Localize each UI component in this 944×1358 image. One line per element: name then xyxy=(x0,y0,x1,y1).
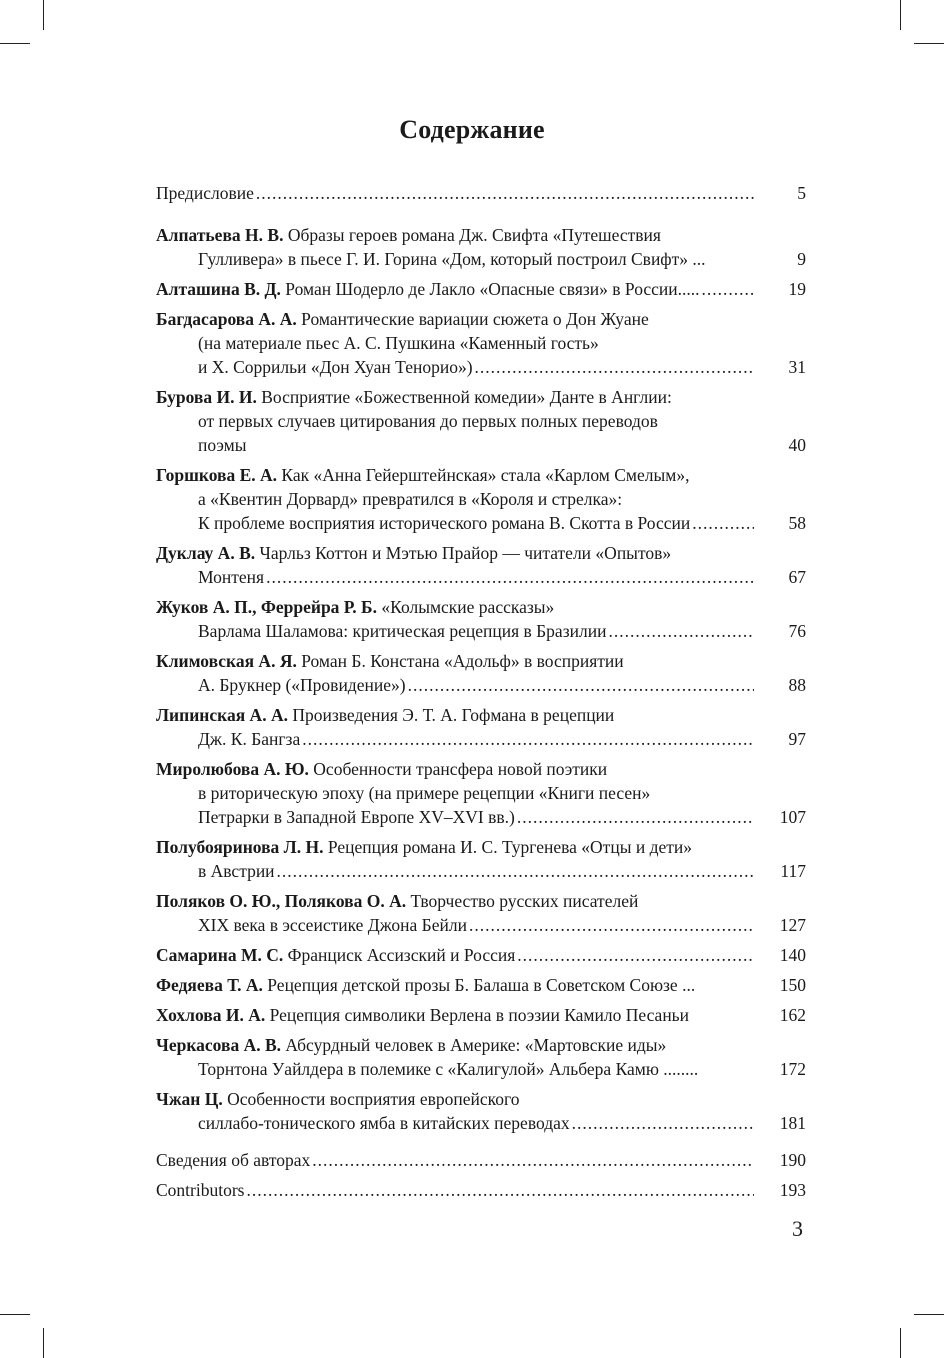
toc-entry-title-line: Торнтона Уайлдера в полемике с «Калигулой» Альбера Камю ........ xyxy=(198,1059,699,1079)
toc-entry-title-line: Франциск Ассизский и Россия xyxy=(283,945,516,965)
toc-entry-title-line: Восприятие «Божественной комедии» Данте в Англии: xyxy=(256,387,672,407)
toc-entry-title-line: Образы героев романа Дж. Свифта «Путешествия xyxy=(283,225,661,245)
toc-entry[interactable] xyxy=(156,541,806,589)
toc-entry-title-line: Дж. К. Бангза xyxy=(198,729,301,749)
toc-entry-text xyxy=(198,859,275,883)
dot-leader xyxy=(517,943,754,967)
toc-entry-text xyxy=(156,837,692,857)
toc-entry-page: 181 xyxy=(779,1113,806,1133)
toc-entry-title-line: Предисловие xyxy=(156,183,254,203)
toc-entry-text xyxy=(156,1003,689,1027)
crop-mark xyxy=(914,1314,944,1315)
crop-mark xyxy=(0,43,30,44)
toc-entry-text xyxy=(156,1148,310,1172)
page-title: Содержание xyxy=(399,115,545,144)
toc-entry-page: 117 xyxy=(780,861,806,881)
toc-entry-author: Поляков О. Ю., Полякова О. А. xyxy=(156,891,407,911)
toc-entry-author: Бурова И. И. xyxy=(156,387,257,407)
toc-entry-text xyxy=(156,651,624,671)
toc-entry-title-line: Варлама Шаламова: критическая рецепция в Бразилии xyxy=(198,621,607,641)
toc-entry-author: Черкасова А. В. xyxy=(156,1035,282,1055)
toc-entry-title-line: Рецепция детской прозы Б. Балаша в Советском Союзе ... xyxy=(262,975,696,995)
crop-mark xyxy=(43,1328,44,1358)
toc-entry-page: 193 xyxy=(779,1180,806,1200)
toc-entry-page: 190 xyxy=(779,1150,806,1170)
toc-entry[interactable] xyxy=(156,1003,806,1027)
toc-entry-text xyxy=(156,225,661,245)
toc-entry-title-line: Сведения об авторах xyxy=(156,1150,311,1170)
toc-entry-text xyxy=(198,355,473,379)
toc-entry-title-line: Как «Анна Гейерштейнская» стала «Карлом Смелым», xyxy=(277,465,690,485)
toc-entry-title-line: Абсурдный человек в Америке: «Мартовские иды» xyxy=(281,1035,667,1055)
dot-leader xyxy=(475,355,754,379)
toc-entry-page: 76 xyxy=(788,621,806,641)
toc-entry-author: Чжан Ц. xyxy=(156,1089,223,1109)
toc-entry-text xyxy=(156,387,672,407)
toc-entry-author: Самарина М. С. xyxy=(156,945,284,965)
toc-entry-text xyxy=(156,309,649,329)
toc-entry-text xyxy=(198,783,650,803)
toc-entry-title-line: «Колымские рассказы» xyxy=(377,597,555,617)
toc-entry-author: Федяева Т. А. xyxy=(156,975,263,995)
dot-leader xyxy=(256,181,754,205)
toc-entry-author: Багдасарова А. А. xyxy=(156,309,297,329)
toc-entry-title-line: К проблеме восприятия исторического романа В. Скотта в России xyxy=(198,513,691,533)
toc-entry-text xyxy=(198,565,264,589)
toc-entry-page: 107 xyxy=(779,807,806,827)
crop-mark xyxy=(900,1328,901,1358)
toc-entry-author: Алташина В. Д. xyxy=(156,279,281,299)
toc-entry-author: Липинская А. А. xyxy=(156,705,288,725)
toc-entry-title-line: и Х. Соррильи «Дон Хуан Тенорио») xyxy=(198,357,473,377)
toc-entry-title-line: в Австрии xyxy=(198,861,275,881)
toc-entry-text xyxy=(156,1035,666,1055)
toc-entry-text xyxy=(198,411,658,431)
toc-entry[interactable] xyxy=(156,1087,806,1135)
toc-entry-text xyxy=(198,619,606,643)
toc-entry[interactable] xyxy=(156,463,806,535)
toc-entry-author: Полубояринова Л. Н. xyxy=(156,837,324,857)
toc-entry-text xyxy=(198,673,406,697)
dot-leader xyxy=(572,1111,754,1135)
toc-entry-text xyxy=(198,511,690,535)
toc-entry-page: 40 xyxy=(788,435,806,455)
toc-entry-title-line: Петрарки в Западной Европе XV–XVI вв.) xyxy=(198,807,515,827)
toc-entry-title-line: Особенности восприятия европейского xyxy=(222,1089,520,1109)
toc-entry-text xyxy=(156,759,607,779)
toc-entry[interactable] xyxy=(156,835,806,883)
toc-entry[interactable] xyxy=(156,703,806,751)
toc-entry-page: 140 xyxy=(779,945,806,965)
toc-entry-page: 172 xyxy=(779,1059,806,1079)
toc-entry-text xyxy=(156,277,700,301)
toc-entry-text xyxy=(156,543,671,563)
toc-entry[interactable] xyxy=(156,307,806,379)
toc-entry-text xyxy=(198,333,599,353)
dot-leader xyxy=(312,1148,754,1172)
toc-entry[interactable] xyxy=(156,973,806,997)
toc-entry-text xyxy=(198,727,300,751)
toc-entry-page: 162 xyxy=(779,1005,806,1025)
toc-entry-text xyxy=(156,597,554,617)
toc-entry-text xyxy=(156,181,254,205)
crop-mark xyxy=(0,1314,30,1315)
toc-entry-title-line: Рецепция символики Верлена в поэзии Камило Песаньи xyxy=(265,1005,690,1025)
toc-entry[interactable] xyxy=(156,223,806,271)
toc-entry-title-line: Особенности трансфера новой поэтики xyxy=(308,759,608,779)
dot-leader xyxy=(408,673,754,697)
toc-entry-title-line: (на материале пьес А. С. Пушкина «Каменный гость» xyxy=(198,333,599,353)
toc-entry-text xyxy=(156,705,614,725)
toc-entry-author: Алпатьева Н. В. xyxy=(156,225,284,245)
dot-leader xyxy=(702,277,754,301)
toc-entry-title-line: а «Квентин Дорвард» превратился в «Короля и стрелка»: xyxy=(198,489,623,509)
toc-entry-text xyxy=(198,1111,570,1135)
toc-entry-text xyxy=(156,1178,244,1202)
toc-entry-title-line: А. Брукнер («Провидение») xyxy=(198,675,406,695)
toc-entry-text xyxy=(198,805,515,829)
page-number: 3 xyxy=(792,1216,803,1241)
toc-entry-page: 67 xyxy=(788,567,806,587)
toc-entry[interactable] xyxy=(156,595,806,643)
toc-entry-title-line: силлабо-тонического ямба в китайских переводах xyxy=(198,1113,570,1133)
toc-entry[interactable] xyxy=(156,181,806,205)
dot-leader xyxy=(608,619,754,643)
toc-entry-page: 58 xyxy=(788,513,806,533)
toc-entry-text xyxy=(198,1057,698,1081)
toc-entry-title-line: Гулливера» в пьесе Г. И. Горина «Дом, который построил Свифт» ... xyxy=(198,249,706,269)
toc-entry[interactable] xyxy=(156,757,806,829)
toc-entry-title-line: от первых случаев цитирования до первых полных переводов xyxy=(198,411,658,431)
dot-leader xyxy=(277,859,754,883)
toc-entry-title-line: Монтеня xyxy=(198,567,265,587)
toc-entry[interactable] xyxy=(156,385,806,457)
toc-entry-page: 150 xyxy=(779,975,806,995)
dot-leader xyxy=(246,1178,754,1202)
toc-entry-title-line: Роман Б. Констана «Адольф» в восприятии xyxy=(296,651,624,671)
toc-entry-text xyxy=(198,433,247,457)
toc-entry-page: 97 xyxy=(788,729,806,749)
toc-entry-page: 5 xyxy=(797,183,806,203)
toc-entry-author: Миролюбова А. Ю. xyxy=(156,759,309,779)
dot-leader xyxy=(266,565,754,589)
toc-entry[interactable] xyxy=(156,889,806,937)
toc-entry-title-line: поэмы xyxy=(198,435,247,455)
toc-entry-text xyxy=(156,973,695,997)
toc-entry-text xyxy=(156,891,638,911)
dot-leader xyxy=(517,805,754,829)
toc-entry-author: Горшкова Е. А. xyxy=(156,465,278,485)
toc-entry-title-line: Произведения Э. Т. А. Гофмана в рецепции xyxy=(287,705,615,725)
toc-entry-text xyxy=(198,489,622,509)
toc-entry-title-line: Романтические вариации сюжета о Дон Жуане xyxy=(296,309,649,329)
toc-entry[interactable] xyxy=(156,1148,806,1172)
toc-entry-title-line: XIX века в эссеистике Джона Бейли xyxy=(198,915,467,935)
toc-entry-page: 19 xyxy=(788,279,806,299)
toc-entry-author: Хохлова И. А. xyxy=(156,1005,266,1025)
toc-entry-text xyxy=(156,1089,520,1109)
toc-entry-author: Жуков А. П., Феррейра Р. Б. xyxy=(156,597,378,617)
dot-leader xyxy=(469,913,754,937)
dot-leader xyxy=(692,511,754,535)
toc-entry[interactable] xyxy=(156,1178,806,1202)
toc-entry-text xyxy=(156,465,689,485)
toc-entry[interactable] xyxy=(156,1033,806,1081)
crop-mark xyxy=(43,0,44,30)
table-of-contents xyxy=(156,181,806,1202)
toc-entry-author: Климовская А. Я. xyxy=(156,651,297,671)
toc-entry-page: 9 xyxy=(797,249,806,269)
toc-entry-title-line: Чарльз Коттон и Мэтью Прайор — читатели «Опытов» xyxy=(255,543,672,563)
toc-entry-title-line: Рецепция романа И. С. Тургенева «Отцы и дети» xyxy=(323,837,693,857)
toc-entry[interactable] xyxy=(156,649,806,697)
toc-entry-page: 31 xyxy=(788,357,806,377)
toc-entry-author: Дуклау А. В. xyxy=(156,543,256,563)
crop-mark xyxy=(914,43,944,44)
toc-entry-text xyxy=(198,247,706,271)
toc-entry-title-line: Творчество русских писателей xyxy=(406,891,639,911)
toc-entry[interactable] xyxy=(156,943,806,967)
toc-entry-page: 127 xyxy=(779,915,806,935)
toc-entry-title-line: Роман Шодерло де Лакло «Опасные связи» в России..... xyxy=(280,279,700,299)
toc-entry-text xyxy=(198,913,467,937)
toc-entry-page: 88 xyxy=(788,675,806,695)
dot-leader xyxy=(302,727,754,751)
crop-mark xyxy=(900,0,901,30)
toc-entry[interactable] xyxy=(156,277,806,301)
toc-entry-text xyxy=(156,943,515,967)
toc-entry-title-line: в риторическую эпоху (на примере рецепции «Книги песен» xyxy=(198,783,651,803)
toc-entry-title-line: Contributors xyxy=(156,1180,245,1200)
